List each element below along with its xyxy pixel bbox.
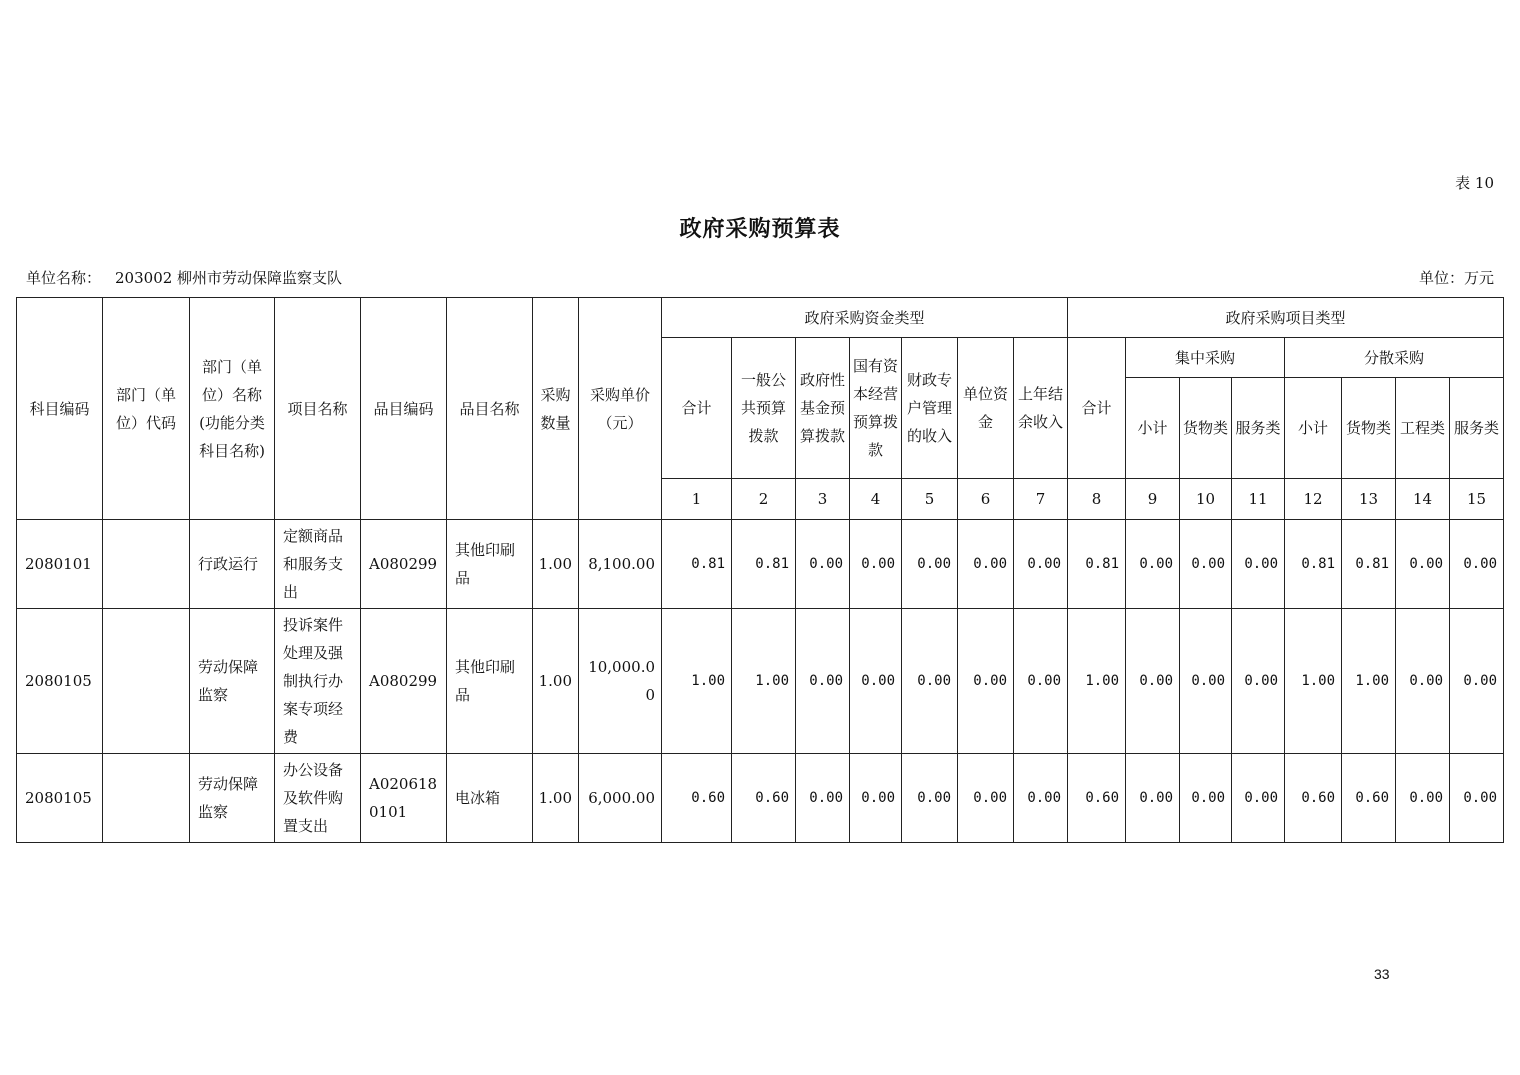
- col-group-project-type: 政府采购项目类型: [1068, 298, 1504, 338]
- item-name-cell: 其他印刷品: [447, 609, 533, 754]
- value-cell: 0.00: [1126, 754, 1180, 843]
- index-cell: 12: [1285, 479, 1342, 520]
- subject-code-cell: 2080105: [17, 609, 103, 754]
- value-cell: 0.00: [796, 754, 850, 843]
- index-cell: 5: [902, 479, 958, 520]
- value-cell: 0.00: [850, 520, 902, 609]
- page-title: 政府采购预算表: [679, 216, 841, 242]
- col-group-dispersed: 分散采购: [1285, 338, 1504, 378]
- col-group-fund-type: 政府采购资金类型: [662, 298, 1068, 338]
- value-cell: 0.00: [1232, 520, 1285, 609]
- col-header-general-budget: 一般公共预算拨款: [732, 338, 796, 479]
- value-cell: 0.00: [1450, 754, 1504, 843]
- index-cell: 10: [1180, 479, 1232, 520]
- col-header-state-capital: 国有资本经营预算拨款: [850, 338, 902, 479]
- index-cell: 8: [1068, 479, 1126, 520]
- table-row: [17, 609, 1504, 754]
- dept-code-cell: [103, 754, 190, 843]
- col-header-dispersed-goods: 货物类: [1342, 378, 1396, 479]
- value-cell: 0.00: [1232, 609, 1285, 754]
- col-header-dept-code: 部门（单位）代码: [103, 298, 190, 520]
- dept-name-cell: 行政运行: [190, 520, 275, 609]
- quantity-cell: 1.00: [533, 609, 579, 754]
- unit-name-label: 单位名称：: [26, 269, 102, 287]
- index-cell: 15: [1450, 479, 1504, 520]
- value-cell: 0.60: [1342, 754, 1396, 843]
- col-header-subject-code: 科目编码: [17, 298, 103, 520]
- unit-price-cell: 10,000.00: [579, 609, 662, 754]
- value-cell: 0.00: [1180, 520, 1232, 609]
- col-header-item-name: 品目名称: [447, 298, 533, 520]
- project-name-cell: 定额商品和服务支出: [275, 520, 361, 609]
- currency-unit: 单位：万元: [1418, 269, 1494, 287]
- value-cell: 0.00: [902, 754, 958, 843]
- item-code-cell: A080299: [361, 520, 447, 609]
- value-cell: 0.81: [1285, 520, 1342, 609]
- unit-price-cell: 8,100.00: [579, 520, 662, 609]
- value-cell: 0.00: [796, 520, 850, 609]
- value-cell: 0.00: [1450, 520, 1504, 609]
- item-code-cell: A0206180101: [361, 754, 447, 843]
- project-name-cell: 办公设备及软件购置支出: [275, 754, 361, 843]
- value-cell: 0.00: [850, 754, 902, 843]
- dept-code-cell: [103, 520, 190, 609]
- value-cell: 0.81: [1068, 520, 1126, 609]
- quantity-cell: 1.00: [533, 520, 579, 609]
- value-cell: 0.00: [796, 609, 850, 754]
- dept-name-cell: 劳动保障监察: [190, 754, 275, 843]
- dept-code-cell: [103, 609, 190, 754]
- col-header-gov-fund: 政府性基金预算拨款: [796, 338, 850, 479]
- subject-code-cell: 2080101: [17, 520, 103, 609]
- page-number: 33: [1374, 966, 1390, 982]
- procurement-budget-table: [16, 297, 1504, 843]
- index-cell: 6: [958, 479, 1014, 520]
- value-cell: 0.00: [1396, 754, 1450, 843]
- value-cell: 0.81: [662, 520, 732, 609]
- col-header-dept-name: 部门（单位）名称(功能分类科目名称): [190, 298, 275, 520]
- value-cell: 1.00: [1285, 609, 1342, 754]
- value-cell: 0.81: [732, 520, 796, 609]
- col-header-item-code: 品目编码: [361, 298, 447, 520]
- col-header-fund-total: 合计: [662, 338, 732, 479]
- value-cell: 0.00: [902, 609, 958, 754]
- value-cell: 0.00: [1014, 520, 1068, 609]
- col-header-central-goods: 货物类: [1180, 378, 1232, 479]
- index-cell: 3: [796, 479, 850, 520]
- index-cell: 4: [850, 479, 902, 520]
- value-cell: 0.00: [1232, 754, 1285, 843]
- value-cell: 0.00: [902, 520, 958, 609]
- col-header-project-name: 项目名称: [275, 298, 361, 520]
- subject-code-cell: 2080105: [17, 754, 103, 843]
- index-cell: 9: [1126, 479, 1180, 520]
- value-cell: 0.00: [1014, 609, 1068, 754]
- index-cell: 13: [1342, 479, 1396, 520]
- index-cell: 11: [1232, 479, 1285, 520]
- value-cell: 0.00: [958, 754, 1014, 843]
- value-cell: 0.00: [1450, 609, 1504, 754]
- col-header-project-total: 合计: [1068, 338, 1126, 479]
- col-header-dispersed-subtotal: 小计: [1285, 378, 1342, 479]
- table-row: [17, 754, 1504, 843]
- value-cell: 0.81: [1342, 520, 1396, 609]
- index-cell: 1: [662, 479, 732, 520]
- col-header-central-subtotal: 小计: [1126, 378, 1180, 479]
- col-header-dispersed-engineering: 工程类: [1396, 378, 1450, 479]
- item-code-cell: A080299: [361, 609, 447, 754]
- value-cell: 0.60: [732, 754, 796, 843]
- value-cell: 0.00: [958, 520, 1014, 609]
- unit-name-value: 203002 柳州市劳动保障监察支队: [115, 269, 343, 287]
- value-cell: 1.00: [662, 609, 732, 754]
- project-name-cell: 投诉案件处理及强制执行办案专项经费: [275, 609, 361, 754]
- value-cell: 0.60: [662, 754, 732, 843]
- index-cell: 7: [1014, 479, 1068, 520]
- value-cell: 0.00: [850, 609, 902, 754]
- value-cell: 0.00: [1396, 520, 1450, 609]
- unit-name: [26, 267, 342, 288]
- value-cell: 0.00: [1126, 609, 1180, 754]
- table-number: 表 10: [1455, 174, 1494, 192]
- col-header-special-account: 财政专户管理的收入: [902, 338, 958, 479]
- value-cell: 0.60: [1285, 754, 1342, 843]
- value-cell: 0.00: [1180, 609, 1232, 754]
- index-cell: 14: [1396, 479, 1450, 520]
- dept-name-cell: 劳动保障监察: [190, 609, 275, 754]
- col-header-quantity: 采购数量: [533, 298, 579, 520]
- unit-price-cell: 6,000.00: [579, 754, 662, 843]
- col-header-unit-fund: 单位资金: [958, 338, 1014, 479]
- value-cell: 0.00: [1126, 520, 1180, 609]
- col-header-carryover: 上年结余收入: [1014, 338, 1068, 479]
- value-cell: 1.00: [732, 609, 796, 754]
- value-cell: 0.00: [958, 609, 1014, 754]
- col-group-central: 集中采购: [1126, 338, 1285, 378]
- value-cell: 0.60: [1068, 754, 1126, 843]
- col-header-central-service: 服务类: [1232, 378, 1285, 479]
- value-cell: 0.00: [1180, 754, 1232, 843]
- item-name-cell: 其他印刷品: [447, 520, 533, 609]
- index-cell: 2: [732, 479, 796, 520]
- col-header-dispersed-service: 服务类: [1450, 378, 1504, 479]
- quantity-cell: 1.00: [533, 754, 579, 843]
- value-cell: 0.00: [1014, 754, 1068, 843]
- item-name-cell: 电冰箱: [447, 754, 533, 843]
- value-cell: 1.00: [1068, 609, 1126, 754]
- value-cell: 1.00: [1342, 609, 1396, 754]
- table-row: [17, 520, 1504, 609]
- col-header-unit-price: 采购单价（元）: [579, 298, 662, 520]
- header-row-1: [17, 298, 1504, 338]
- value-cell: 0.00: [1396, 609, 1450, 754]
